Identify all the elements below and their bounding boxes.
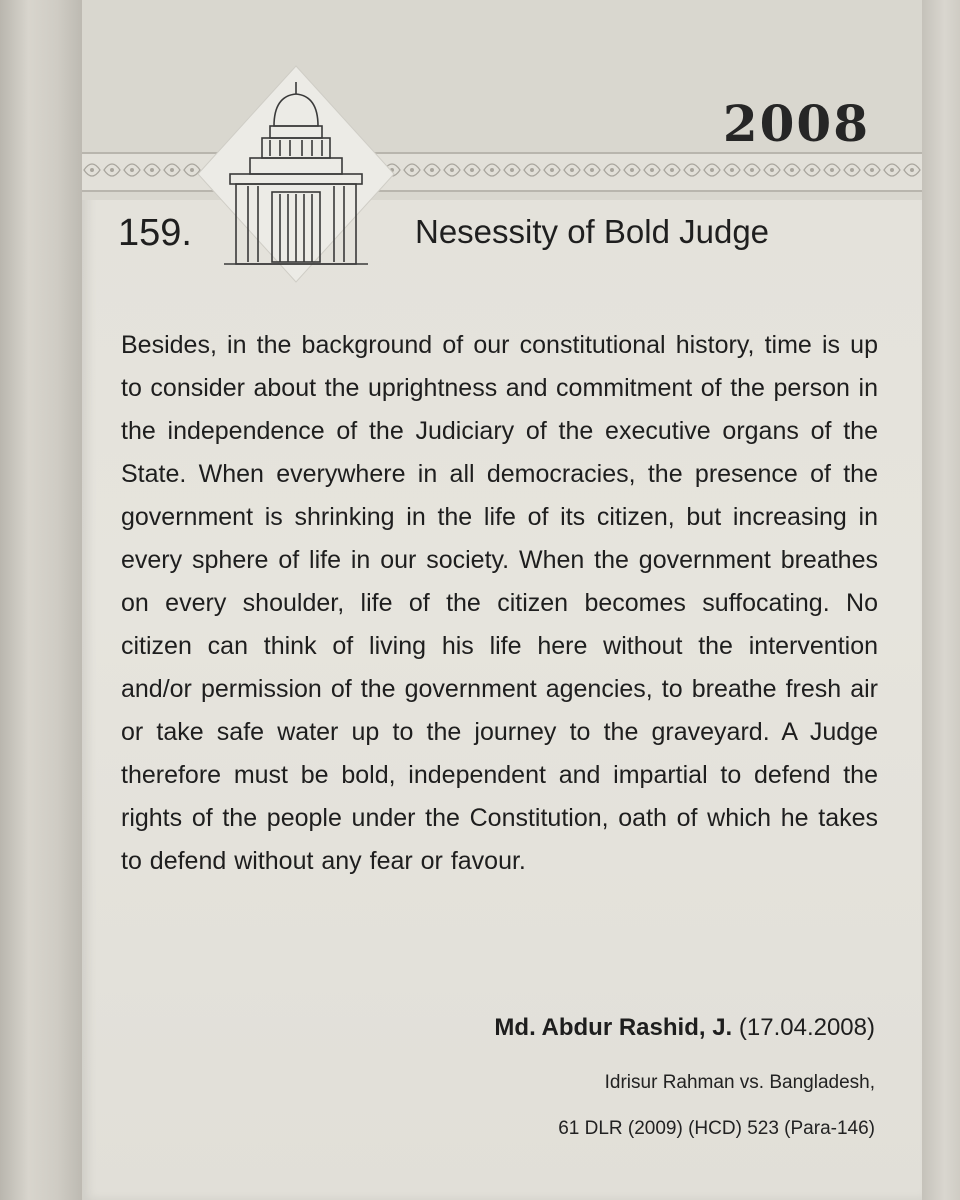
entry-title: Nesessity of Bold Judge: [415, 213, 770, 250]
quotation-paragraph: Besides, in the background of our constitutional history, time is up to consider about the uprightness and commitment of the person in the independence of the Judiciary of the executive organs of the State. When everywhere in all democracies, the presence of the government is shrinking in the life of its citizen, but increasing in every sphere of life in our society. When the government breathes on every shoulder, life of the citizen becomes suffocating. No citizen can think of living his life here without the intervention and/or permission of the government agencies, to breathe fresh air or take safe water up to the journey to the graveyard. A Judge therefore must be bold, independent and impartial to defend the rights of the people under the Constitution, oath of which he takes to defend without any fear or favour.: [121, 331, 878, 875]
supreme-court-emblem-icon: [196, 64, 396, 284]
case-name: Idrisur Rahman vs. Bangladesh,: [604, 1072, 875, 1093]
page-right-edge: [922, 0, 960, 1200]
judgment-date: (17.04.2008): [738, 1014, 875, 1041]
judge-attribution: [494, 1014, 875, 1042]
law-report-citation: 61 DLR (2009) (HCD) 523 (Para-146): [558, 1118, 875, 1139]
book-spine-edge: [0, 0, 82, 1200]
entry-number: 159.: [118, 212, 192, 254]
judge-name: Md. Abdur Rashid, J.: [494, 1014, 733, 1041]
year-heading: 2008: [722, 94, 870, 153]
